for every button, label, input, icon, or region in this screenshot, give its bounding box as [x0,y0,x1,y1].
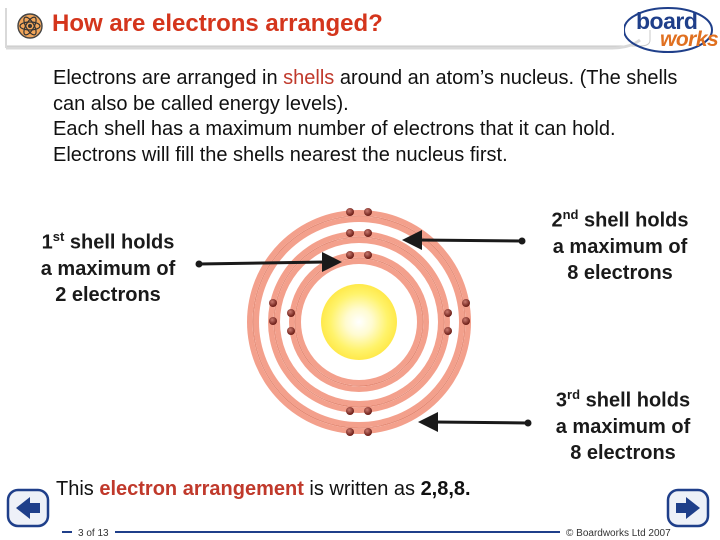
electron [269,299,277,307]
electron [364,229,372,237]
shell-2-suffix: nd [562,207,579,222]
nucleus [321,284,397,360]
arrangement-value: 2,8,8. [420,478,471,500]
shell-1-line-2: a maximum of [40,257,176,280]
arrangement-summary [56,478,471,501]
shell-1-line-3: 2 electrons [55,283,161,306]
electron [364,208,372,216]
electron [346,251,354,259]
summary-middle: is written as [303,478,421,500]
electron [364,251,372,259]
shell-1-label [22,224,194,308]
electron [346,229,354,237]
shell-2-ordinal: 2 [551,209,563,232]
shell-3-line-2: a maximum of [555,415,691,438]
electron [346,428,354,436]
shell-3-ordinal: 3 [555,389,568,412]
logo-text-board: board [636,8,698,34]
electron [364,407,372,415]
shell-2-label [530,202,710,286]
shell-3-rest: shell holds [580,389,691,412]
shell-1-suffix: st [52,229,65,244]
electron [287,327,295,335]
intro-p1-after: around an atom’s nucleus. (The shells can also be called energy levels). [53,67,678,115]
shell-1-ordinal: 1 [41,231,53,254]
shell-2-line-2: a maximum of [552,235,688,258]
electron-arrangement-highlight: electron arrangement [99,478,304,500]
electron [444,309,452,317]
electron [462,317,470,325]
summary-before: This [56,478,100,500]
next-slide-button[interactable] [666,488,710,528]
electron [346,208,354,216]
electron [462,299,470,307]
page-number: 3 of 13 [72,528,115,539]
shell-1-rest: shell holds [64,231,175,254]
intro-paragraph-2: Each shell has a maximum number of electrons that it can hold. Electrons will fill the shells nearest the nucleus first. [53,118,616,166]
arrow-shell-2 [402,230,526,250]
shell-3-label [532,382,714,466]
intro-p1-before: Electrons are arranged in [53,67,284,89]
electron [364,428,372,436]
electron [287,309,295,317]
shells-highlight: shells [283,67,335,89]
arrow-shell-3 [418,412,532,432]
logo-text-works: works [660,28,719,51]
shell-3-line-3: 8 electrons [570,441,676,464]
shell-2-rest: shell holds [578,209,689,232]
electron [346,407,354,415]
shell-2-line-3: 8 electrons [567,261,673,284]
page-title: How are electrons arranged? [52,10,383,37]
copyright: © Boardworks Ltd 2007 [560,528,677,539]
shell-3-suffix: rd [567,387,581,402]
electron [269,317,277,325]
previous-slide-button[interactable] [6,488,50,528]
electron [444,327,452,335]
